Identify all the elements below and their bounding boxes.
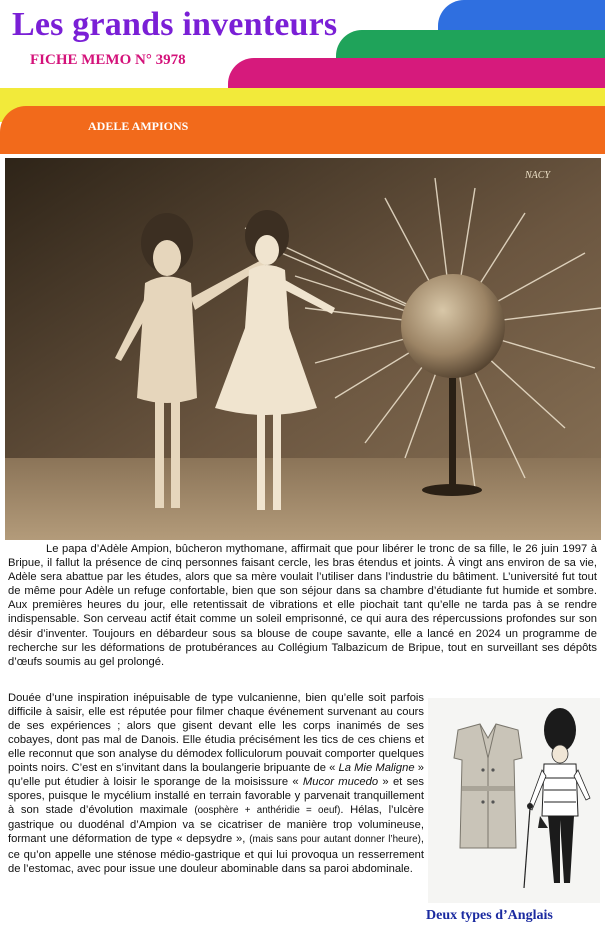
article-paragraph-1: [8, 542, 597, 669]
guardsman-drawing: [524, 708, 590, 888]
paragraph-2-part-b: » qu’elle put étudier à loisir le sporange de la moisissure «: [8, 762, 424, 789]
main-photograph: [5, 158, 601, 540]
english-types-figure: [428, 698, 600, 903]
paragraph-2-part-d: . Hélas, l’ulcère gastrique ou duodénal d’Ampion va se cicatriser de manière trop volumineuse, formant une déformation de type « depsydre »,: [8, 804, 425, 846]
inventor-name: ADELE AMPIONS: [88, 119, 189, 133]
paragraph-2-part-c: » et ses spores, puisque le mycélium installé en terrain favorable y parvenait tranquillement à son stade d’évolution maximale: [8, 776, 424, 817]
paragraph-2-part-e: , ce qu’on appelle une sténose médio-gastrique et qui lui provoqua un resserrement de l’estomac, avec pour issue une douleur abominable dans sa paroi abdominale.: [8, 833, 424, 875]
paragraph-1-text: Le papa d’Adèle Ampion, bûcheron mythomane, affirmait que pour libérer le tronc de sa fille, le 26 juin 1997 à Bripue, il fallut la présence de cinq personnes faisant cercle, les bras étendus et joints. À vingt ans environ de sa vie, Adèle sera abattue par les études, alors que sa mère voulait l’utiliser dans l’industrie du bâtiment. L’université fut tout de même pour Adèle un refuge confortable, bien que son séjour dans sa chambre d’étudiante fut humide et sombre. Aux premières heures du jour, elle retentissait de vibrations et elle piochait tant qu’elle ne tarda pas à se rendre indispensable. Son cerveau actif était comme un soleil emprisonné, ce qui aura des répercussions profondes sur son désir d’inventer. Toujours en débardeur sous sa blouse de coupe savante, elle a lancé en 2024 un programme de recherche sur les déformations de protubérances au Collégium Talbazicum de Bripue, tout en surveillant ses dépôts d’œufs soumis au gel prolongé.: [8, 543, 597, 668]
hour-note: (mais sans pour autant donner l’heure): [249, 834, 421, 846]
memo-number: FICHE MEMO N° 3978: [30, 52, 186, 68]
photo-illustration: [5, 158, 601, 540]
english-types-illustration: [428, 698, 600, 903]
figure-caption: Deux types d’Anglais: [426, 908, 553, 923]
page-title: Les grands inventeurs: [12, 6, 338, 43]
mold-name: Mucor mucedo: [302, 776, 379, 789]
trench-coat-drawing: [454, 724, 522, 848]
article-paragraph-2: [8, 691, 424, 876]
bakery-name: La Mie Maligne: [338, 762, 415, 775]
photo-signature: NACY: [525, 170, 551, 181]
oosphere-note: (oosphère + anthéridie = oeuf): [194, 805, 341, 817]
paragraph-2-part-a: Douée d’une inspiration inépuisable de type vulcanienne, bien qu’elle soit parfois difficile à saisir, elle est réputée pour filmer chaque événement survenant au cours de ses expériences ; alors que gisent devant elle les corps inanimés de ses cobayes, dont pas mal de Danois. Elle étudia précisément les tics de ces chiens et elle reconnut que son analyse du démodex folliculorum pouvait comporter quelques points noirs. C’est en s’invitant dans la boulangerie bripuante de «: [8, 692, 424, 775]
